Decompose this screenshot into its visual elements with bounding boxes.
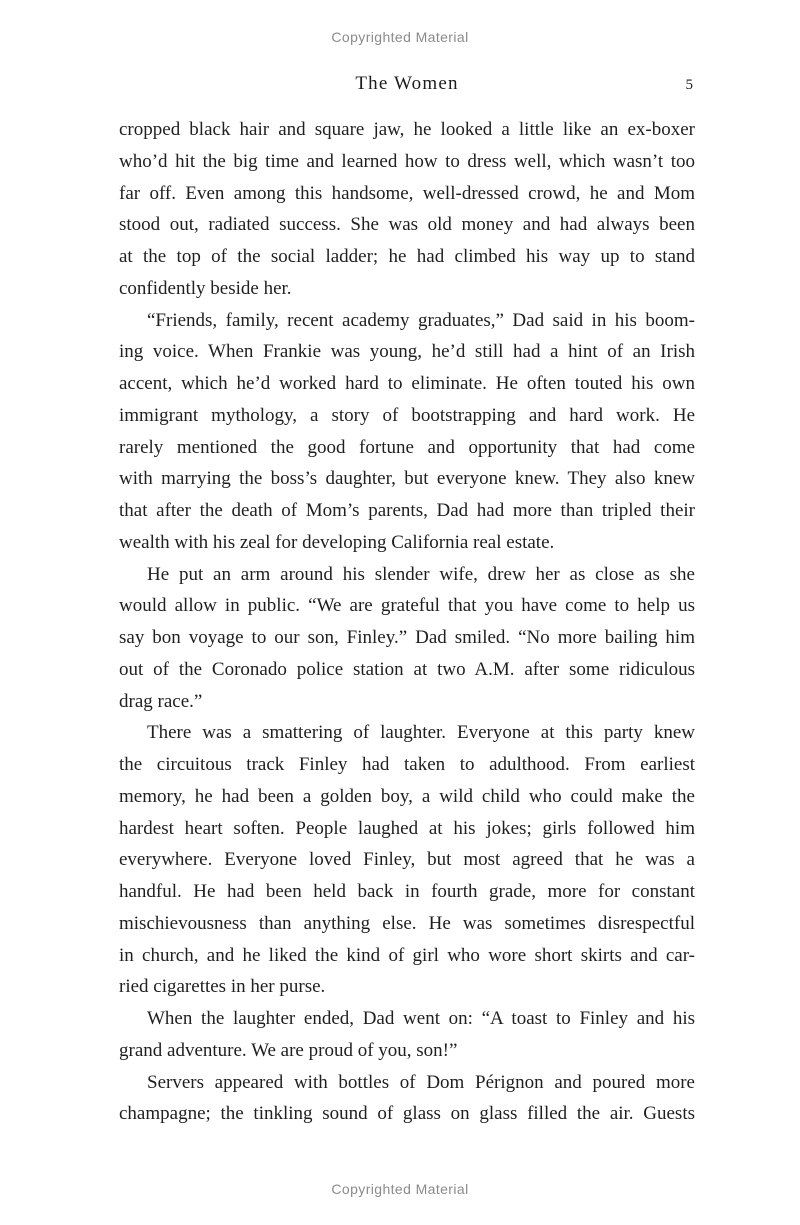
paragraph bbox=[119, 114, 695, 305]
body-line: out of the Coronado police station at two A.M. after some ridiculous bbox=[119, 658, 695, 680]
body-line: that after the death of Mom’s parents, Dad had more than tripled their bbox=[119, 500, 695, 521]
body-line: say bon voyage to our son, Finley.” Dad smiled. “No more bailing him bbox=[119, 627, 695, 648]
body-line: memory, he had been a golden boy, a wild child who could make the bbox=[119, 785, 695, 807]
body-line: rarely mentioned the good fortune and opportunity that had come bbox=[119, 436, 695, 458]
body-text bbox=[119, 114, 695, 1130]
body-line: confidently beside her. bbox=[119, 277, 292, 299]
body-line: grand adventure. We are proud of you, son!” bbox=[119, 1039, 458, 1061]
body-line: There was a smattering of laughter. Everyone at this party knew bbox=[147, 722, 695, 744]
body-line: drag race.” bbox=[119, 690, 203, 712]
body-line: ing voice. When Frankie was young, he’d still had a hint of an Irish bbox=[119, 341, 695, 363]
body-line: Servers appeared with bottles of Dom Pérignon and poured more bbox=[147, 1071, 695, 1093]
body-line: far off. Even among this handsome, well-dressed crowd, he and Mom bbox=[119, 182, 695, 204]
page-number: 5 bbox=[685, 77, 693, 93]
body-line: champagne; the tinkling sound of glass on glass filled the air. Guests bbox=[119, 1103, 695, 1125]
paragraph bbox=[119, 717, 695, 1003]
body-line: stood out, radiated success. She was old money and had always been bbox=[119, 214, 695, 236]
body-line: ried cigarettes in her purse. bbox=[119, 976, 326, 998]
body-line: “Friends, family, recent academy graduates,” Dad said in his boom- bbox=[147, 309, 695, 331]
page-header bbox=[119, 73, 695, 97]
body-line: When the laughter ended, Dad went on: “A toast to Finley and his bbox=[147, 1008, 695, 1029]
paragraph bbox=[119, 1003, 695, 1067]
paragraph bbox=[119, 559, 695, 718]
body-line: everywhere. Everyone loved Finley, but most agreed that he was a bbox=[119, 849, 695, 871]
body-line: He put an arm around his slender wife, drew her as close as she bbox=[147, 563, 695, 585]
body-line: hardest heart soften. People laughed at his jokes; girls followed him bbox=[119, 817, 695, 839]
body-line: who’d hit the big time and learned how to dress well, which wasn’t too bbox=[119, 150, 695, 172]
body-line: in church, and he liked the kind of girl who wore short skirts and car- bbox=[119, 944, 695, 966]
body-line: handful. He had been held back in fourth grade, more for constant bbox=[119, 881, 695, 902]
body-line: the circuitous track Finley had taken to adulthood. From earliest bbox=[119, 754, 695, 775]
body-line: immigrant mythology, a story of bootstrapping and hard work. He bbox=[119, 404, 695, 426]
body-line: with marrying the boss’s daughter, but everyone knew. They also knew bbox=[119, 468, 695, 490]
copyright-notice-bottom: Copyrighted Material bbox=[331, 1181, 469, 1197]
body-line: mischievousness than anything else. He was sometimes disrespectful bbox=[119, 912, 695, 934]
body-line: accent, which he’d worked hard to eliminate. He often touted his own bbox=[119, 373, 695, 394]
running-head-title: The Women bbox=[355, 73, 459, 94]
paragraph bbox=[119, 1067, 695, 1131]
paragraph bbox=[119, 305, 695, 559]
body-line: cropped black hair and square jaw, he looked a little like an ex-boxer bbox=[119, 119, 695, 140]
body-line: at the top of the social ladder; he had climbed his way up to stand bbox=[119, 246, 695, 267]
body-line: would allow in public. “We are grateful that you have come to help us bbox=[119, 595, 695, 617]
copyright-notice-top: Copyrighted Material bbox=[331, 29, 469, 45]
body-line: wealth with his zeal for developing California real estate. bbox=[119, 531, 555, 553]
